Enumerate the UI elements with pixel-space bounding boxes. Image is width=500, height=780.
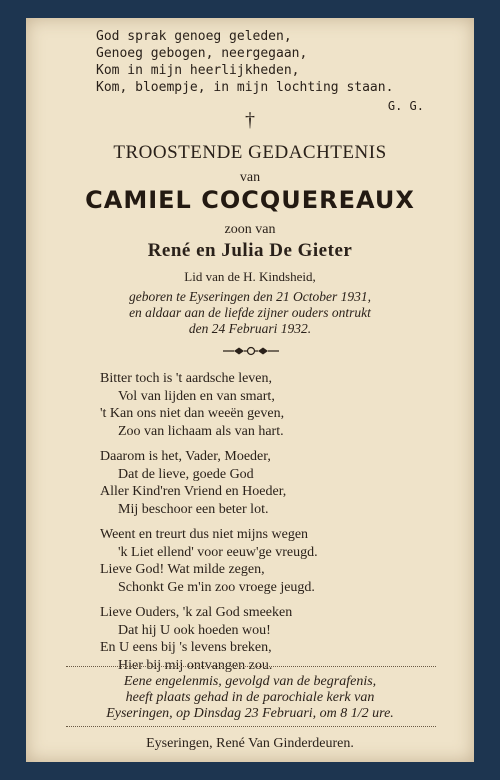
burial-line: Eyseringen, op Dinsdag 23 Februari, om 8 1/2 ure. [106,706,394,721]
birth-line: den 24 Februari 1932. [188,321,312,336]
verse-line: Vol van lijden en van smart, [118,388,275,404]
card-heading: TROOSTENDE GEDACHTENIS [113,142,387,163]
verse-line: Mij beschoor een beter lot. [118,501,269,517]
verse-line: Lieve God! Wat milde zegen, [100,562,265,577]
printer-credit: Eyseringen, René Van Ginderdeuren. [146,736,354,751]
verse-line: Dat de lieve, goede God [118,466,254,482]
verse-line: Zoo van lichaam als van hart. [118,423,284,439]
memorial-verses [26,370,474,682]
zoon-van-label: zoon van [224,222,276,237]
burial-line: Eene engelenmis, gevolgd van de begrafenis, [123,674,377,689]
birth-death-text [26,289,474,337]
top-poem-line: Genoeg gebogen, neergegaan, [96,46,308,61]
verse-stanza [26,370,474,440]
verse-line: Weent en treurt dus niet mijns wegen [100,527,309,542]
burial-line: heeft plaats gehad in de parochiale kerk van [125,690,375,705]
verse-line: Dat hij U ook hoeden wou! [118,622,271,638]
dotted-divider [66,726,436,727]
verse-line: En U eens bij 's levens breken, [100,640,272,655]
top-poem [96,28,426,113]
verse-line: Schonkt Ge m'in zoo vroege jeugd. [118,579,315,595]
memorial-card [26,18,474,762]
verse-line: 'k Liet ellend' voor eeuw'ge vreugd. [118,544,318,560]
verse-line: Daarom is het, Vader, Moeder, [100,449,271,464]
top-poem-line: Kom in mijn heerlijkheden, [96,63,300,78]
membership-line: Lid van de H. Kindsheid, [184,269,316,284]
verse-stanza [26,526,474,596]
verse-line: 't Kan ons niet dan weeën geven, [100,406,285,421]
parents-names: René en Julia De Gieter [147,240,353,261]
verse-stanza [26,448,474,518]
ornament-divider-icon [222,345,280,357]
deceased-name: CAMIEL COCQUEREAUX [85,186,415,214]
verse-line: Aller Kind'ren Vriend en Hoeder, [100,484,287,499]
burial-notice [50,674,450,722]
top-poem-line: Kom, bloempje, in mijn lochting staan. [96,80,394,95]
birth-line: en aldaar aan de liefde zijner ouders ontrukt [129,305,371,320]
verse-stanza [26,604,474,674]
cross-icon: † [245,109,255,131]
van-label: van [239,170,261,185]
top-poem-line: God sprak genoeg geleden, [96,29,292,44]
verse-line: Lieve Ouders, 'k zal God smeeken [100,605,293,620]
poem-signature: G. G. [387,99,424,113]
dotted-divider [66,666,436,667]
birth-line: geboren te Eyseringen den 21 October 1931, [128,289,372,304]
verse-line: Bitter toch is 't aardsche leven, [100,371,273,386]
verse-line: Hier bij mij ontvangen zou. [118,657,273,673]
